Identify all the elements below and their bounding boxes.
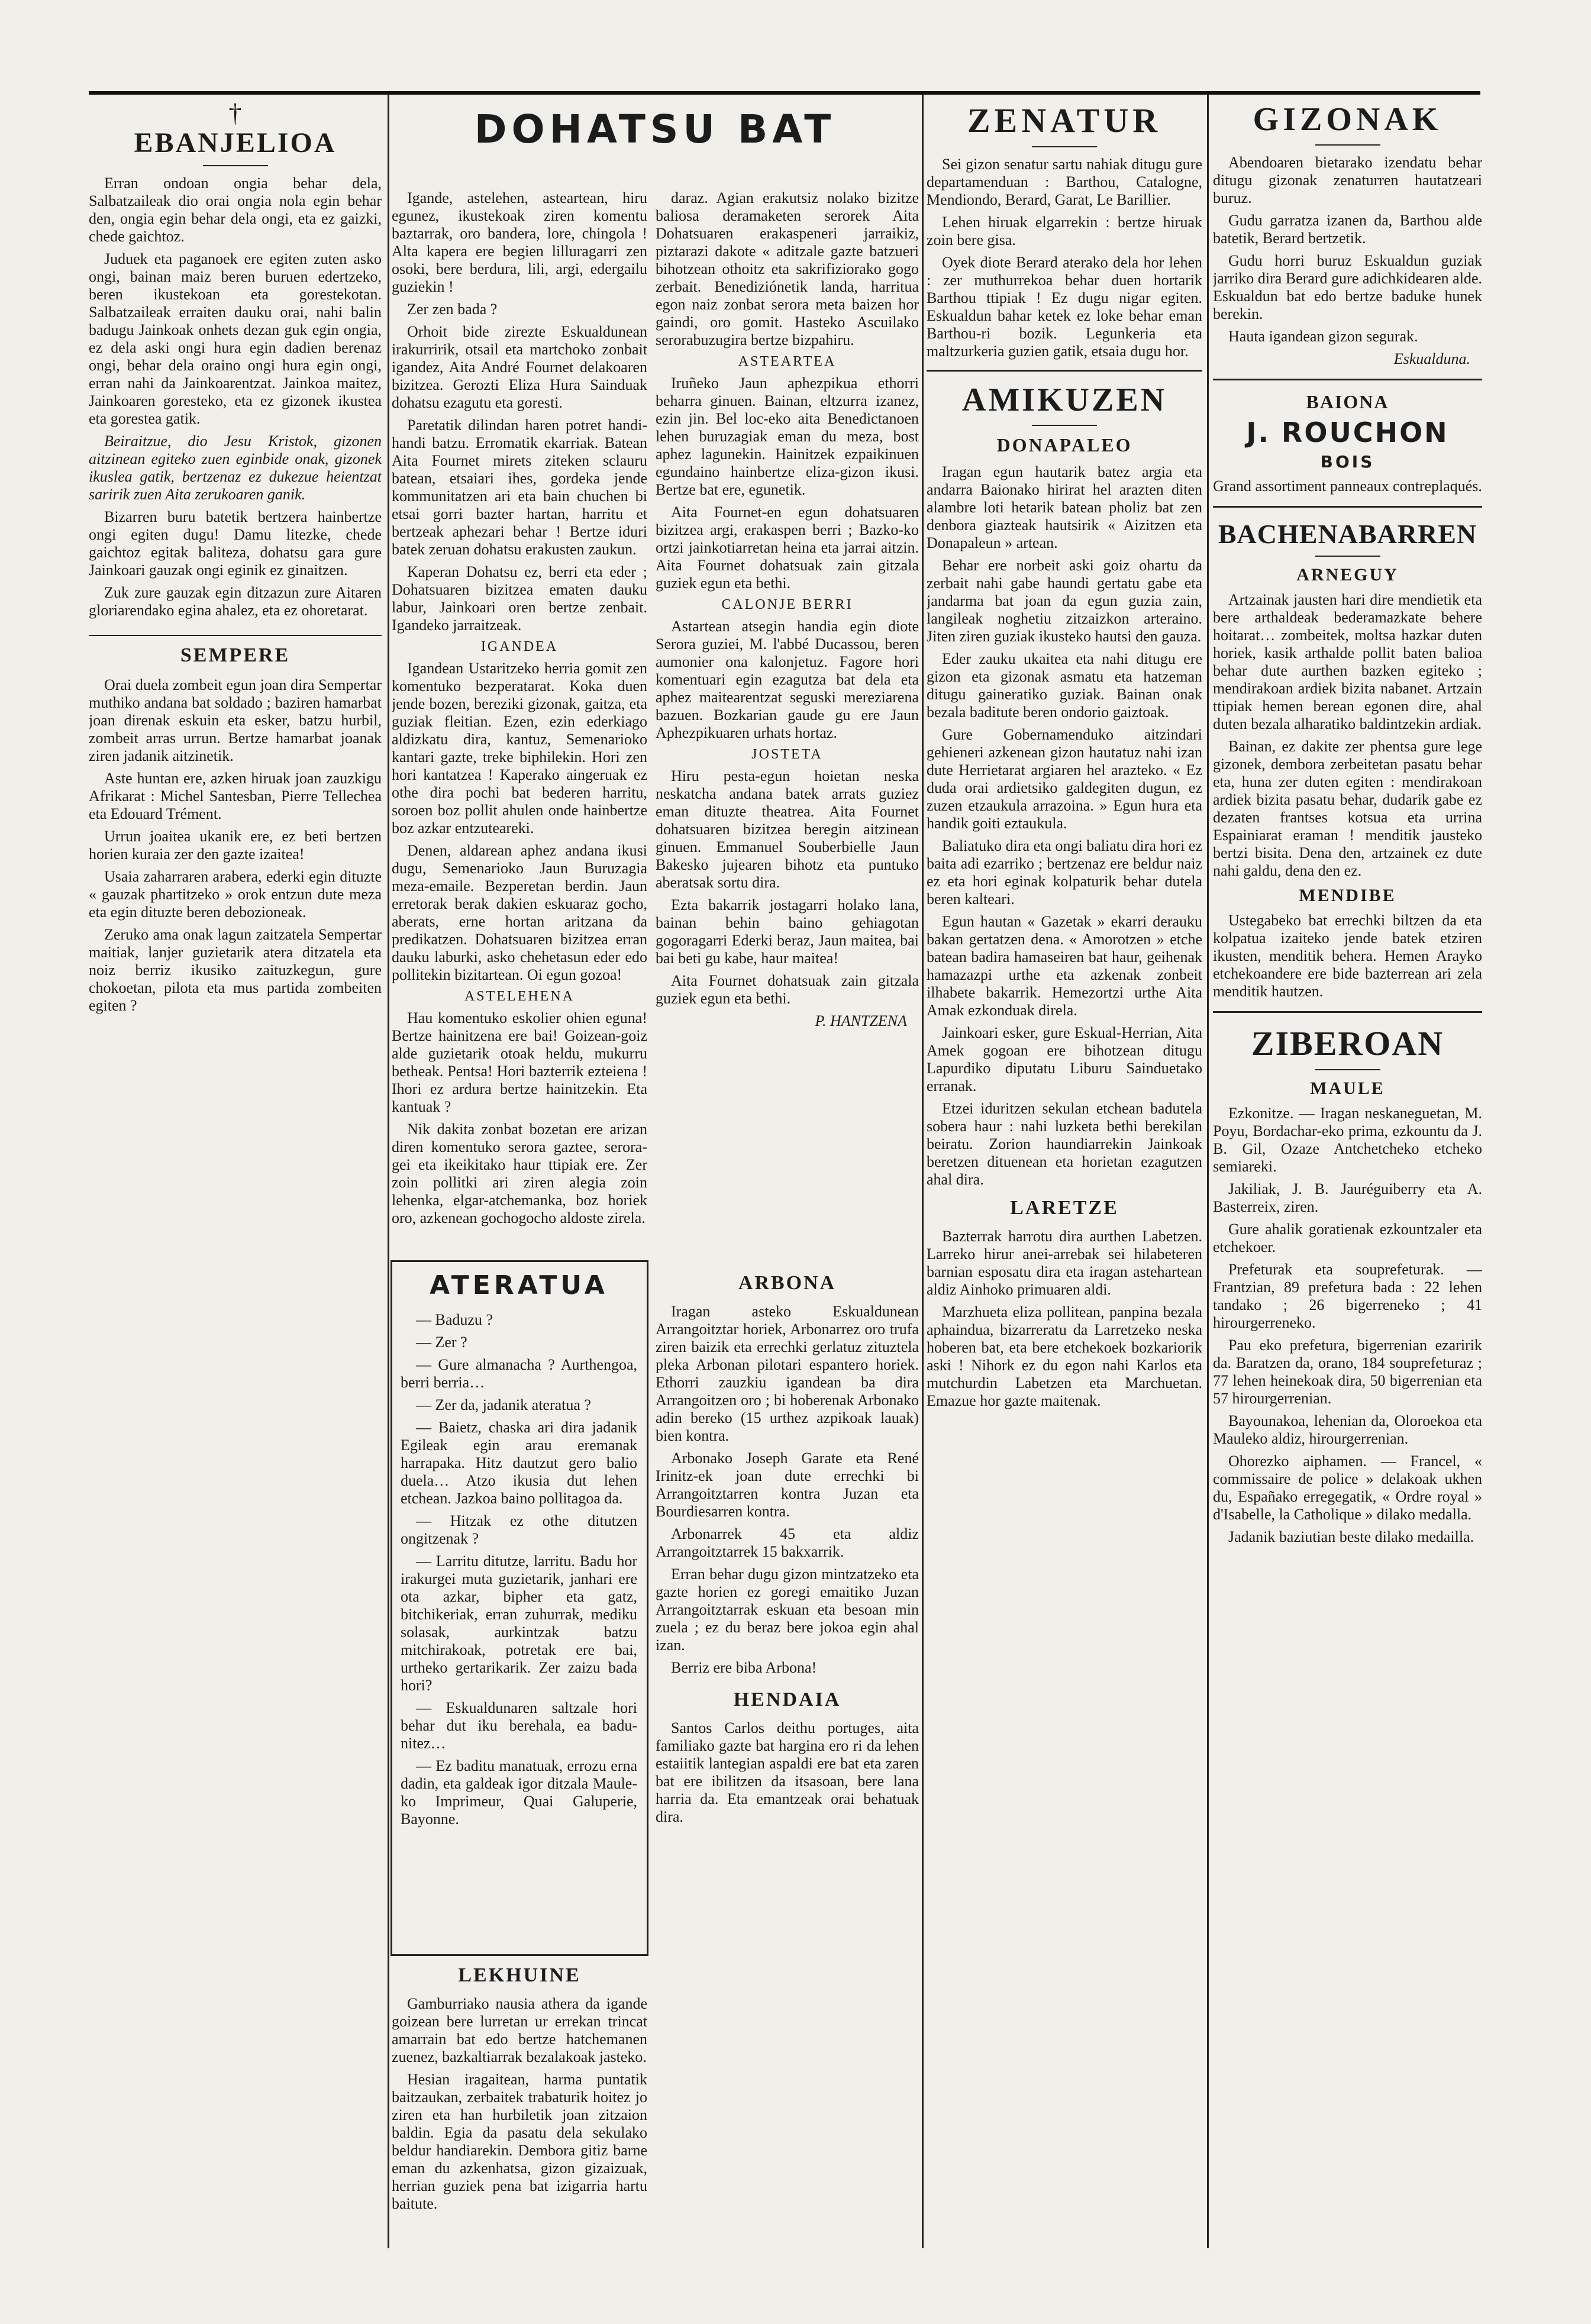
- subsection-title: MENDIBE: [1299, 886, 1396, 905]
- divider: [1032, 425, 1097, 426]
- subsection-title: DONAPALEO: [996, 434, 1132, 456]
- paragraph: Jakiliak, J. B. Jauréguiberry eta A. Basterreix, ziren.: [1213, 1180, 1482, 1215]
- section-title: ARBONA: [738, 1272, 837, 1294]
- paragraph: Orai duela zombeit egun joan dira Sempertar muthiko andana bat soldado ; baziren hamarbat joan direnak eskuin eta esker, batzu hurbil, zombeit arras urrun. Bertze hamarbat joanak ziren jadanik aitzinetik.: [89, 676, 382, 764]
- paragraph: Egun hautan « Gazetak » ekarri derauku bakan gertatzen dena. « Amorotzen » etche batean badira hamaseiren bat haur, geihenak hamazazpi urthe eta azkenak zonbeit ilhabete bakarrik. Hemezortzi urthe Aita Amak ezkonduak direla.: [927, 913, 1202, 1019]
- paragraph: Lehen hiruak elgarrekin : bertze hiruak zoin bere gisa.: [927, 214, 1202, 248]
- paragraph: Behar ere norbeit aski goiz ohartu da zerbait nahi gabe haundi gertatu gabe eta jandarma bat joan da egun guzia zain, langileak noghetiu zitzaizkon arteraino. Jiten ziren guziak ikusteko hautsi den gauza.: [927, 557, 1202, 645]
- divider: [89, 635, 382, 636]
- paragraph: Ezkonitze. — Iragan neskaneguetan, M. Poyu, Bordachar-eko prima, ezkountu da J. B. Gil, Ozaze Antchetcheko etcheko semiareki.: [1213, 1105, 1482, 1175]
- paragraph: Baliatuko dira eta ongi baliatu dira hori ez baita adi ezarriko ; bertzenaz ere beldur naiz ez eta hori eginak kolpaturik behar dutela beren kalteari.: [927, 837, 1202, 908]
- section-title: DOHATSU BAT: [474, 106, 836, 152]
- column-gizonak: [1213, 101, 1482, 2248]
- subsection-title: ASTELEHENA: [464, 989, 575, 1004]
- paragraph: Igandean Ustaritzeko herria gomit zen komentuko bezperatarat. Koka duen jende bozen, bereziki gizonak, gaitza, eta guziak fleitian. Ezen, ezin ederkiago aldizkatu dira, kantuz, Semenarioko kantari gazte, treke biphilekin. Hori zen hori kantatzea ! Kaperako aingeruak ez othe dira pochi bat bederen harritu, soroen boz pollit ahulen onde hainbertze boz azkar entzuteareki.: [392, 660, 647, 837]
- paragraph: Bizarren buru batetik bertzera hainbertze ongi egiten dugu! Damu litezke, chede gaichtoz egitak baliteza, dohatsu gara gure Jainkoari gauzak ongi eginik ez ginaitzen.: [89, 508, 382, 579]
- paragraph: Zuk zure gauzak egin ditzazun zure Aitaren gloriarendako egina ahalez, eta ez ohoretarat.: [89, 584, 382, 619]
- paragraph: Denen, aldarean aphez andana ikusi dugu, Semenarioko Jaun Buruzagia meza-emaile. Bezperetan berdin. Jaun erretorak berak dakien eskuaraz gocho, aberats, erne hortan aritzana da predikatzen. Dohatsuaren bizitzea erran dauku laburki, asko chehetasun eder edo pollitekin bizitartean. Oi egun gozoa!: [392, 842, 647, 983]
- divider: [1213, 506, 1482, 508]
- column-ebanjelioa: [89, 101, 382, 2248]
- paragraph: Usaia zaharraren arabera, ederki egin dituzte « gauzak phartitzeko » orok entzun dute meza eta egin dituzte beren debozioneak.: [89, 868, 382, 921]
- dialogue-line: — Baietz, chaska ari dira jadanik Egileak egin arau eremanak harrapaka. Hitz dautzut gero balio duela… Atzo ikusia dut lehen etchean. Jazkoa baino pollitagoa da.: [401, 1419, 637, 1507]
- divider: [1032, 146, 1097, 147]
- section-title: ZENATUR: [967, 101, 1162, 140]
- divider: [1315, 556, 1380, 557]
- paragraph: Astartean atsegin handia egin diote Serora guziei, M. l'abbé Ducassou, beren aumonier ona kalonjetuz. Fagore hori komentuari egin ezagutza bat dela eta aphez maitearentzat seguski mereziarena bazuen. Bozkarian gaude gu ere Jaun Aphezpikuaren urhats hortaz.: [656, 618, 919, 741]
- paragraph: Bainan, ez dakite zer phentsa gure lege gizonek, dembora zerbeitetan pasatu behar eta, huna zer duten egiten : mendirakoan ardiek bizita pasatu behar, dudarik gabe ez dezaten frantses kotsua eta urrina Espainiarat eraman ! menditik jausteko bertzi bisita. Dena den, artzainek ez dute nahi galdu, dena den ez.: [1213, 738, 1482, 879]
- paragraph: Erran ondoan ongia behar dela, Salbatzaileak dio orai ongia nola egin behar den, ongia egin behar dela ongi, eta ez gaizki, chede gaichtoz.: [89, 175, 382, 245]
- divider: [927, 370, 1202, 372]
- dohatsu-header: [392, 106, 918, 183]
- paragraph: daraz. Agian erakutsiz nolako bizitze baliosa deramaketen serorek Aita Dohatsuaren erakaspeneri jarraikiz, piztarazi dakote « aditzale gazte batzueri bihotzean othoitz eta sakrifiziorako gogo zerbait. Benediziónetik landa, harritua egon naiz zonbat serora meta baizen hor gaindi, oro gomit. Hasteko Ascuilako serorabuzugira bertze bizpahiru.: [656, 189, 919, 348]
- column-divider: [922, 95, 924, 2248]
- paragraph: Abendoaren bietarako izendatu behar ditugu gizonak zenaturren hautatzeari buruz.: [1213, 154, 1482, 206]
- paragraph: Santos Carlos deithu portuges, aita familiako gazte bat hargina ero ri da lehen estaiitik lantegian aspaldi ere bat eta zaren bat ere ibilitzen da itsasoan, bere lana harria da. Eta emantzeak orai behatuak dira.: [656, 1719, 919, 1825]
- paragraph: Berriz ere biba Arbona!: [671, 1659, 817, 1676]
- paragraph: Bayounakoa, lehenian da, Oloroekoa eta Mauleko aldiz, hirourgerrenian.: [1213, 1412, 1482, 1447]
- section-title: GIZONAK: [1253, 101, 1442, 138]
- paragraph: Orhoit bide zirezte Eskualdunean irakurririk, otsail eta martchoko zonbait igandez, Aita André Fournet delakoaren bizitzea. Gerozti Eliza Hura Sainduak dohatsu ezagutu eta goresti.: [392, 323, 647, 411]
- subsection-title: IGANDEA: [480, 639, 559, 654]
- paragraph: Iragan egun hautarik batez argia eta andarra Baionako hirirat hel arazten diten alambre loti hetarik batean pholiz bat zen denbora giazteak hautsirik « Aizitzen eta Donapaleun » artean.: [927, 463, 1202, 551]
- paragraph: Ohorezko aiphamen. — Francel, « commissaire de police » delakoak ukhen du, Españako erregegatik, « Ordre royal » d'Isabelle, la Catholique » dilako medalla.: [1213, 1452, 1482, 1523]
- paragraph: Jainkoari esker, gure Eskual-Herrian, Aita Amek gogoan ere bihotzean ditugu Lapurdiko diputatu Liburu Sainduetako erranak.: [927, 1024, 1202, 1095]
- paragraph: Artzainak jausten hari dire mendietik eta bere arthaldeak bederamazkate behere hoitarat… zombeitek, moltsa hazkar duten horiek, kasik arthalde pollit baten balioa behar dute aurthen bazken egiteko ; mendirakoan ardiek bizita nabanet. Artzain ttipiak hemen berean egonen dire, ahal duten bezala alharatiko baldintzekin ardiak.: [1213, 591, 1482, 732]
- column-divider: [388, 95, 389, 2248]
- section-title: EBANJELIOA: [134, 127, 337, 159]
- column-dohatsu-left: [392, 189, 647, 1248]
- ateratua-box: [391, 1260, 648, 1956]
- paragraph: Ezta bakarrik jostagarri holako lana, bainan behin baino gehiagotan gogoragarri Ederki beraz, Jaun maitea, bai bai beti gu kabe, haur maitea!: [656, 896, 919, 967]
- dialogue-line: — Zer da, jadanik ateratua ?: [416, 1396, 591, 1413]
- dialogue-line: — Ez baditu manatuak, errozu erna dadin, eta galdeak igor ditzala Maule-ko Imprimeur, Quai Galuperie, Bayonne.: [401, 1757, 637, 1828]
- paragraph: Erran behar dugu gizon mintzatzeko eta gazte horien ez goregi emaitiko Juzan Arrangoitztarrak eskuan eta besoan min zuela ; ez du beraz bere jokoa egin ahal izan.: [656, 1566, 919, 1654]
- paragraph: Hiru pesta-egun hoietan neska neskatcha andana batek arrats guziez eman dituzte theatrea. Aita Fournet dohatsuaren bizitzea beregin aitzinean ginuen. Emmanuel Souberbielle Jaun Bakesko jujearen bihotz eta puntuko aberatsak sortu dira.: [656, 767, 919, 891]
- signature: Eskualduna.: [1393, 350, 1470, 367]
- column-dohatsu-right: [656, 189, 919, 1248]
- column-lekhuine: [392, 1958, 647, 2248]
- ad-trade: BOIS: [1320, 452, 1375, 472]
- paragraph: Aita Fournet dohatsuak zain gitzala guziek egun eta bethi.: [656, 972, 919, 1007]
- paragraph: Aste huntan ere, azken hiruak joan zauzkigu Afrikarat : Michel Santesban, Pierre Tellechea eta Edouard Trément.: [89, 770, 382, 822]
- paragraph: Beiraitzue, dio Jesu Kristok, gizonen aitzinean egiteko zuen eginbide onak, gizonek ikuslea gatik, bertzenaz ez dukezue heientzat saririk zuen Aita zerukoaren ganik.: [89, 432, 382, 503]
- paragraph: Urrun joaitea ukanik ere, ez beti bertzen horien kuraia zer den gazte izaitea!: [89, 828, 382, 863]
- section-title: BACHENABARREN: [1218, 519, 1477, 549]
- paragraph: Hesian iragaitean, harma puntatik baitzaukan, zerbaitek trabaturik hoitez jo ziren eta han hurbiletik joan zitzaion baldin. Egia da pasatu dela sekulako beldur handiarekin. Dembora gitiz barne eman du azkenhatsa, gizon gizaizuak, herrian guziek pena bat izigarria hartu baitute.: [392, 2071, 647, 2212]
- paragraph: Iruñeko Jaun aphezpikua ethorri beharra ginuen. Bainan, eltzurra izanez, ezin jin. Bel loc-eko aita Benedictanoen lehen buruzagiak eman du meza, bost aphez lagunekin. Hainitzek ezpaikinuen egundaino hainbertze eliza-gizon ikusi. Bertze bat ere, egunetik.: [656, 375, 919, 498]
- paragraph: Gure Gobernamenduko aitzindari gehieneri azkenean gizon hautatuz nahi izan dute Herrietarat argiaren hel arazteko. « Ez duda orai ardietsiko galdegiten dugun, ez zuzen etzaukula arrazoina. » Egun hura eta handik goiti eztaukula.: [927, 726, 1202, 832]
- paragraph: Prefeturak eta souprefeturak. — Frantzian, 89 prefetura bada : 22 lehen tandako ; 26 bigerreneko ; 41 hirourgerreneko.: [1213, 1261, 1482, 1331]
- ad-city: BAIONA: [1306, 391, 1389, 412]
- column-zenatur: [927, 101, 1202, 2248]
- paragraph: Pau eko prefetura, bigerrenian ezaririk da. Baratzen da, orano, 184 souprefeturaz ; 77 lehen heinekoak dira, 50 bigerrenian eta 57 hirourgerrenian.: [1213, 1337, 1482, 1407]
- section-title: LEKHUINE: [458, 1964, 581, 1986]
- paragraph: Hauta igandean gizon segurak.: [1228, 328, 1418, 345]
- column-arbona: [656, 1266, 919, 2248]
- divider: [203, 165, 268, 166]
- paragraph: Juduek eta paganoek ere egiten zuten asko ongi, bainan maiz beren buruen edertzeko, beren ikustekoan eta gorestekotan. Salbatzaileak erraiten dauku orai, nahi balin badugu Jainkoak onhets dezan guk egin ongia, ez dela aski ongi hura egin dadien berenaz ongi, behar dela oraino ongi hura egin ongi, erran nahi da Jainkoarentzat. Jainkoa maitez, Jainkoaren goresteko, eta ez gizonek ikustea eta gorestea gatik.: [89, 250, 382, 427]
- paragraph: Gamburriako nausia athera da igande goizean bere lurretan ur errekan trincat amarrain bat edo bertze hatchemanen zuenez, bazkaltiarrak bezalakoak jasteko.: [392, 1995, 647, 2065]
- divider: [1213, 1011, 1482, 1013]
- section-title: ZIBEROAN: [1251, 1024, 1444, 1063]
- section-title: ATERATUA: [430, 1270, 608, 1300]
- section-title: SEMPERE: [180, 644, 291, 666]
- paragraph: Zeruko ama onak lagun zaitzatela Sempertar maitiak, lanjer guzietarik atera ditzatela eta noiz berriz ikusiko zaituzkegun, gure chokoetan, pilota eta mus partida zombeiten egiten ?: [89, 926, 382, 1014]
- dialogue-line: — Larritu ditutze, larritu. Badu hor irakurgei muta guzietarik, janhari ere ota azkar, bipher eta gatz, bitchikeriak, erran zuhurrak, mediku solasak, aurkintzak batzu mitchirakoak, potretak ere bai, urtheko gertarikarik. Zer zaizu bada hori?: [401, 1552, 637, 1694]
- subsection-title: MAULE: [1310, 1079, 1385, 1098]
- paragraph: Oyek diote Berard aterako dela hor lehen : zer muthurrekoa behar duen hortarik Barthou ttipiak ! Ez dugu nigar egiten. Eskualdun bahar ketek ez loke behar eman Barthou-ri bozik. Legunkeria eta maltzurkeria guzien gatik, etsaia dugu hor.: [927, 254, 1202, 360]
- ad-desc: Grand assortiment panneaux contreplaqués.: [1213, 477, 1482, 495]
- dialogue-line: — Hitzak ez othe ditutzen ongitzenak ?: [401, 1512, 637, 1547]
- paragraph: Etzei iduritzen sekulan etchean badutela sobera haur : nahi luzketa bethi berekilan beiratu. Zorion haundiarrekin Jainkoak beretzen dituenean eta horietan ezagutzen ahal dira.: [927, 1100, 1202, 1188]
- subsection-title: ARNEGUY: [1296, 565, 1399, 585]
- column-divider: [1207, 95, 1209, 2248]
- paragraph: Igande, astelehen, asteartean, hiru egunez, ikustekoak ziren komentu baztarrak, oro bandera, lore, chingola ! Alta kapera ere begien lilluragarri zen osoki, bere berdura, lili, argi, edergailu guziekin !: [392, 189, 647, 295]
- paragraph: Eder zauku ukaitea eta nahi ditugu ere gizon eta gizonak asmatu eta hatzeman ditugu gaineratiko guziak. Bainan onak bezala baditute beren ondorio gaiztoak.: [927, 650, 1202, 721]
- paragraph: Ustegabeko bat errechki biltzen da eta kolpatua izaiteko jende batek etziren ikusten, menditik behera. Hemen Arayko etchekoandere ere bide bazterrean ari zela menditik hautzen.: [1213, 912, 1482, 1000]
- top-rule: [89, 91, 1480, 95]
- subsection-title: JOSTETA: [751, 747, 823, 762]
- paragraph: Hau komentuko eskolier ohien eguna! Bertze hainitzena ere bai! Goizean-goiz alde guzietarik otoak heldu, mukurru betheak. Pentsa! Hori bazterrik ezteiena ! Ihori ez ardura bertze hainitzekin. Eta kantuak ?: [392, 1009, 647, 1115]
- paragraph: Paretatik dilindan haren potret handi-handi batzu. Erromatik ekarriak. Batean Aita Fournet mirets ziteken sclauru batean, etsaiari ihes, gordeka jende kommunitatzen ari eta bain chuchen bi etsai gorri bazter hartan, harritu et bertzeak aphezari behar ! Bertze iduri batek zeruan dohatsu erakusten zaukun.: [392, 417, 647, 558]
- section-title: HENDAIA: [733, 1689, 841, 1710]
- paragraph: Aita Fournet-en egun dohatsuaren bizitzea argi, erakaspen berri ; Bazko-ko ortzi jainkotiarretan heina eta jarrai aitzin. Aita Fournet dohatsuak zain gitzala guziek egun eta bethi.: [656, 503, 919, 592]
- dialogue-line: — Gure almanacha ? Aurthengoa, berri berria…: [401, 1356, 637, 1391]
- paragraph: Zer zen bada ?: [407, 301, 498, 318]
- paragraph: Nik dakita zonbat bozetan ere arizan diren komentuko serora gaztee, serora-gei eta ikeikitako haur ttipiak ere. Zer zoin pollitki ari ziren alegia zoin lehenka, elgar-atchemanka, boz horiek oro, azkenean gochogocho aldoste zirela.: [392, 1121, 647, 1226]
- paragraph: Arbonako Joseph Garate eta René Irinitz-ek joan dute errechki bi Arrangoitztarren kontra Juzan eta Bourdiesarren kontra.: [656, 1450, 919, 1520]
- dialogue-line: — Baduzu ?: [416, 1311, 493, 1328]
- paragraph: Marzhueta eliza pollitean, panpina bezala aphaindua, bizarreratu da Larretzeko neska hoberen bat, eta bere etchekoek bozkariorik aski ! Nihork ez du egon nahi Karlos eta mutchurdin Labetzen eta Marchuetan. Emazue hor gazte maitenak.: [927, 1303, 1202, 1409]
- section-title: LARETZE: [1010, 1197, 1119, 1219]
- paragraph: Kaperan Dohatsu ez, berri eta eder ; Dohatsuaren bizitzea ematen dauku labur, Jainkoari oren bertze zenbait. Igandeko jarraitzeak.: [392, 563, 647, 634]
- paragraph: Gudu horri buruz Eskualdun guziak jarriko dira Berard gure adichkidearen alde. Eskualdun bat edo bertze baduke hunek berekin.: [1213, 252, 1482, 322]
- paragraph: Jadanik baziutian beste dilako medailla.: [1228, 1528, 1474, 1545]
- paragraph: Arbonarrek 45 eta aldiz Arrangoitztarrek 15 bakxarrik.: [656, 1525, 919, 1560]
- dialogue-line: — Eskualdunaren saltzale hori behar dut iku berehala, ea badu-nitez…: [401, 1699, 637, 1752]
- paragraph: Iragan asteko Eskualdunean Arrangoitztar horiek, Arbonarrez oro trufa ziren baizik eta errechki gerlatuz zituztela pleka Arbonan pilotari espantero horiek. Ethorri zauzkiu igandean ba dira Arrangoitzen oro ; bi hoberenak Arbonako adin bereko (15 urthez azpikoak lauak) bien kontra.: [656, 1303, 919, 1444]
- paragraph: Sei gizon senatur sartu nahiak ditugu gure departamenduan : Barthou, Catalogne, Mendiondo, Berard, Garat, Le Barillier.: [927, 156, 1202, 208]
- paragraph: Gudu garratza izanen da, Barthou alde batetik, Berard bertzetik.: [1213, 212, 1482, 247]
- section-title: AMIKUZEN: [961, 382, 1167, 418]
- divider: [1213, 379, 1482, 380]
- signature: P. HANTZENA: [815, 1012, 907, 1029]
- paragraph: Gure ahalik goratienak ezkountzaler eta etchekoer.: [1213, 1221, 1482, 1255]
- paragraph: Bazterrak harrotu dira aurthen Labetzen. Larreko hirur anei-arrebak sei hilabeteren barnian esposatu dira eta iragan astehartean aldiz Ainhoko primuaren aldi.: [927, 1228, 1202, 1298]
- ad-name: J. ROUCHON: [1246, 417, 1449, 448]
- subsection-title: ASTEARTEA: [738, 354, 837, 369]
- divider: [1315, 144, 1380, 146]
- divider: [1315, 1069, 1380, 1070]
- dialogue-line: — Zer ?: [416, 1334, 467, 1351]
- subsection-title: CALONJE BERRI: [721, 597, 853, 612]
- cross-icon: †: [228, 101, 242, 128]
